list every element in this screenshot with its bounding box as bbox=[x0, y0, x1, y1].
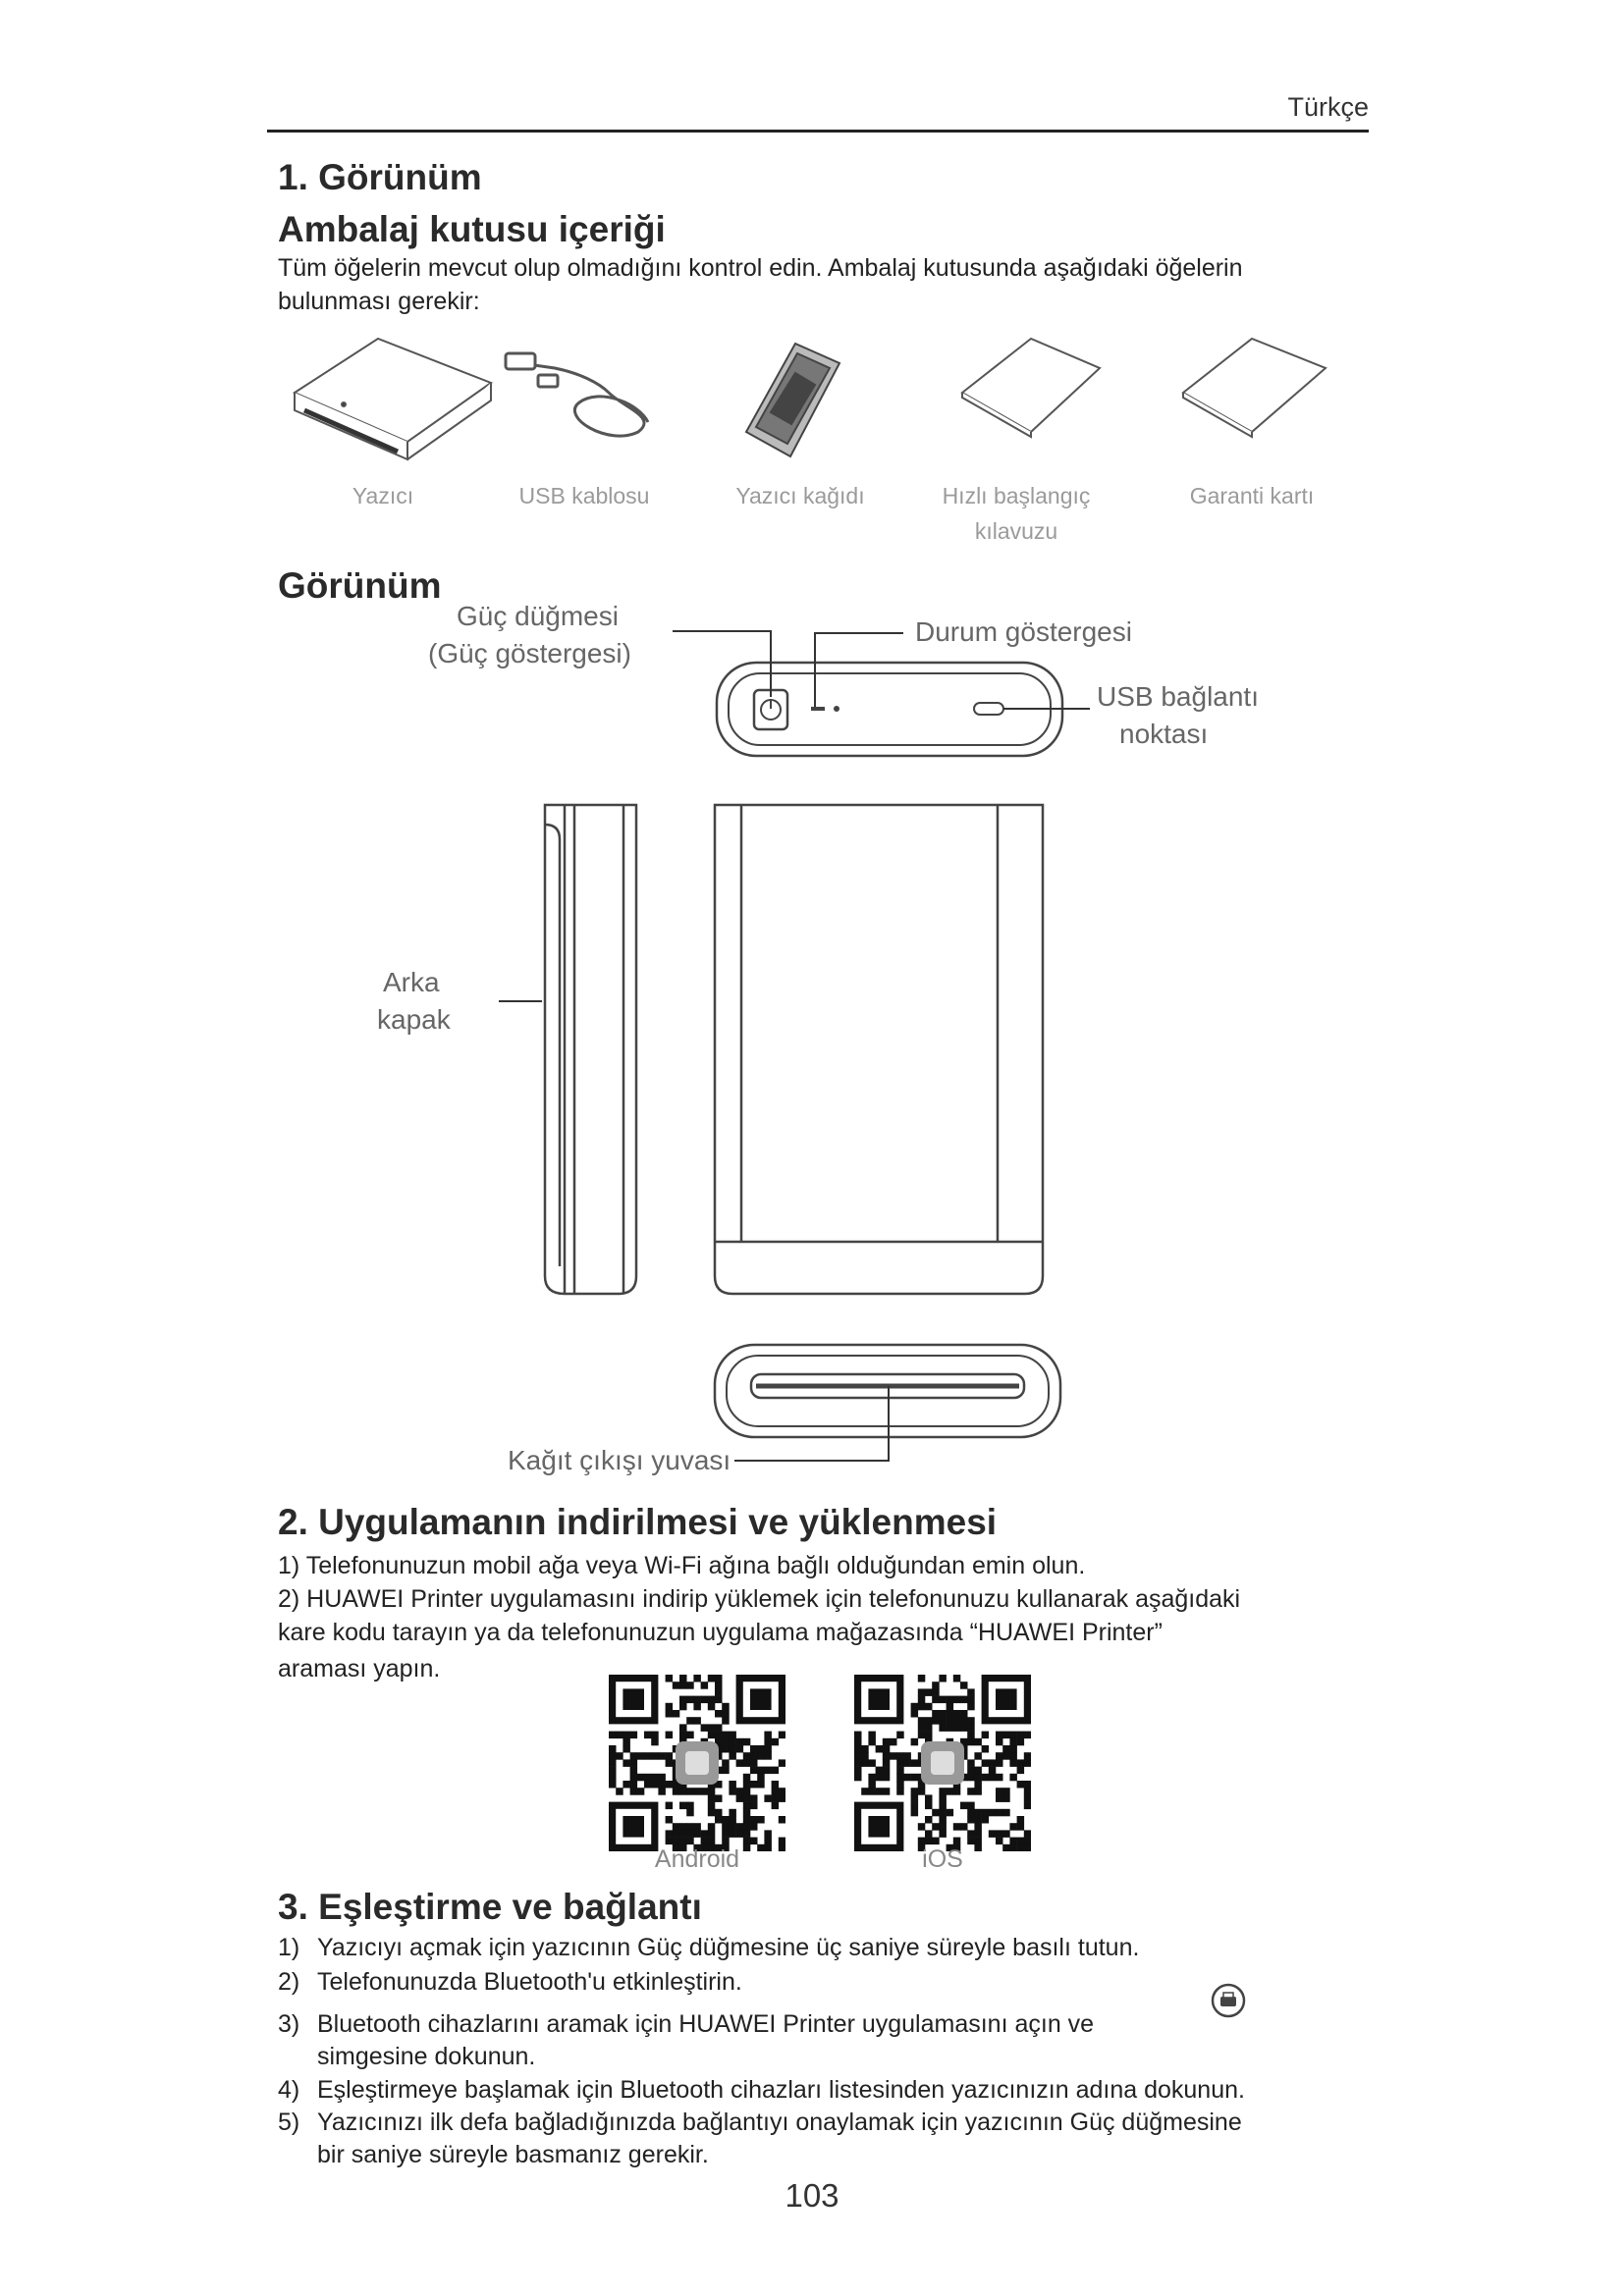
usb-port-label-1: USB bağlantı bbox=[1097, 681, 1259, 712]
appearance-title: Görünüm bbox=[278, 565, 442, 606]
usb-port-label-2: noktası bbox=[1119, 719, 1209, 749]
qr-caption-ios: iOS bbox=[922, 1845, 963, 1873]
quick-start-guide-illustration bbox=[962, 339, 1100, 437]
language-label: Türkçe bbox=[1287, 92, 1369, 122]
step-text: Yazıcınızı ilk defa bağladığınızda bağlantıyı onaylamak için yazıcının Güç düğmesine bbox=[317, 2109, 1242, 2136]
section2-line1: 1) Telefonunuzun mobil ağa veya Wi-Fi ağına bağlı olduğundan emin olun. bbox=[278, 1552, 1086, 1579]
step-number: 4) bbox=[278, 2076, 300, 2104]
back-cover-label-1: Arka bbox=[383, 967, 440, 997]
step-text: Eşleştirmeye başlamak için Bluetooth cihazları listesinden yazıcınızın adına dokunun. bbox=[317, 2076, 1245, 2104]
step-number: 3) bbox=[278, 2010, 300, 2038]
paper-slot-label: Kağıt çıkışı yuvası bbox=[508, 1445, 731, 1475]
usb-cable-illustration bbox=[506, 353, 648, 436]
step-number: 5) bbox=[278, 2109, 300, 2136]
step-text: Telefonunuzda Bluetooth'u etkinleştirin. bbox=[317, 1968, 742, 1996]
qr-code-android bbox=[609, 1675, 785, 1851]
callout-lines bbox=[499, 631, 1090, 1492]
item-caption-warranty: Garanti kartı bbox=[1189, 483, 1315, 508]
power-button-label-2: (Güç göstergesi) bbox=[428, 638, 631, 668]
qr-caption-android: Android bbox=[654, 1845, 740, 1873]
qr-code-ios bbox=[854, 1675, 1031, 1851]
step-text-continued: simgesine dokunun. bbox=[317, 2043, 536, 2070]
item-caption-quick-start-1: Hızlı başlangıç bbox=[942, 483, 1091, 508]
section2-line2: 2) HUAWEI Printer uygulamasını indirip yüklemek için telefonunuzu kullanarak aşağıdaki bbox=[278, 1585, 1241, 1613]
item-caption-paper: Yazıcı kağıdı bbox=[735, 483, 865, 508]
pairing-steps bbox=[278, 1932, 1378, 2168]
step-number: 2) bbox=[278, 1968, 300, 1996]
section3-title: 3. Eşleştirme ve bağlantı bbox=[278, 1887, 702, 1927]
package-text-line2: bulunması gerekir: bbox=[278, 288, 480, 315]
bluetooth-search-icon bbox=[1209, 1981, 1248, 2020]
status-indicator-label: Durum göstergesi bbox=[915, 616, 1132, 647]
package-title: Ambalaj kutusu içeriği bbox=[278, 209, 666, 249]
printer-illustration bbox=[295, 339, 491, 459]
back-cover-label-2: kapak bbox=[377, 1004, 451, 1035]
step-number: 1) bbox=[278, 1934, 300, 1961]
step-text: Yazıcıyı açmak için yazıcının Güç düğmesine üç saniye süreyle basılı tutun. bbox=[317, 1934, 1140, 1961]
section2-line3: kare kodu tarayın ya da telefonunuzun uygulama mağazasında “HUAWEI Printer” bbox=[278, 1619, 1163, 1646]
page-number: 103 bbox=[785, 2177, 839, 2214]
power-button-label-1: Güç düğmesi bbox=[457, 601, 619, 631]
printer-side-view bbox=[545, 805, 636, 1294]
section2-title: 2. Uygulamanın indirilmesi ve yüklenmesi bbox=[278, 1502, 998, 1542]
header-rule bbox=[267, 130, 1369, 133]
paper-pack-illustration bbox=[746, 344, 839, 456]
item-caption-quick-start-2: kılavuzu bbox=[974, 518, 1058, 544]
section2-line4: araması yapın. bbox=[278, 1655, 441, 1682]
printer-front-view bbox=[715, 805, 1043, 1294]
step-text-continued: bir saniye süreyle basmanız gerekir. bbox=[317, 2141, 709, 2168]
item-caption-printer: Yazıcı bbox=[352, 483, 414, 508]
package-text-line1: Tüm öğelerin mevcut olup olmadığını kontrol edin. Ambalaj kutusunda aşağıdaki öğelerin bbox=[278, 254, 1243, 282]
warranty-card-illustration bbox=[1183, 339, 1326, 437]
item-caption-usb-cable: USB kablosu bbox=[518, 483, 650, 508]
step-text: Bluetooth cihazlarını aramak için HUAWEI Printer uygulamasını açın ve bbox=[317, 2010, 1095, 2038]
package-items-illustration bbox=[285, 324, 1355, 461]
section1-title: 1. Görünüm bbox=[278, 157, 482, 197]
